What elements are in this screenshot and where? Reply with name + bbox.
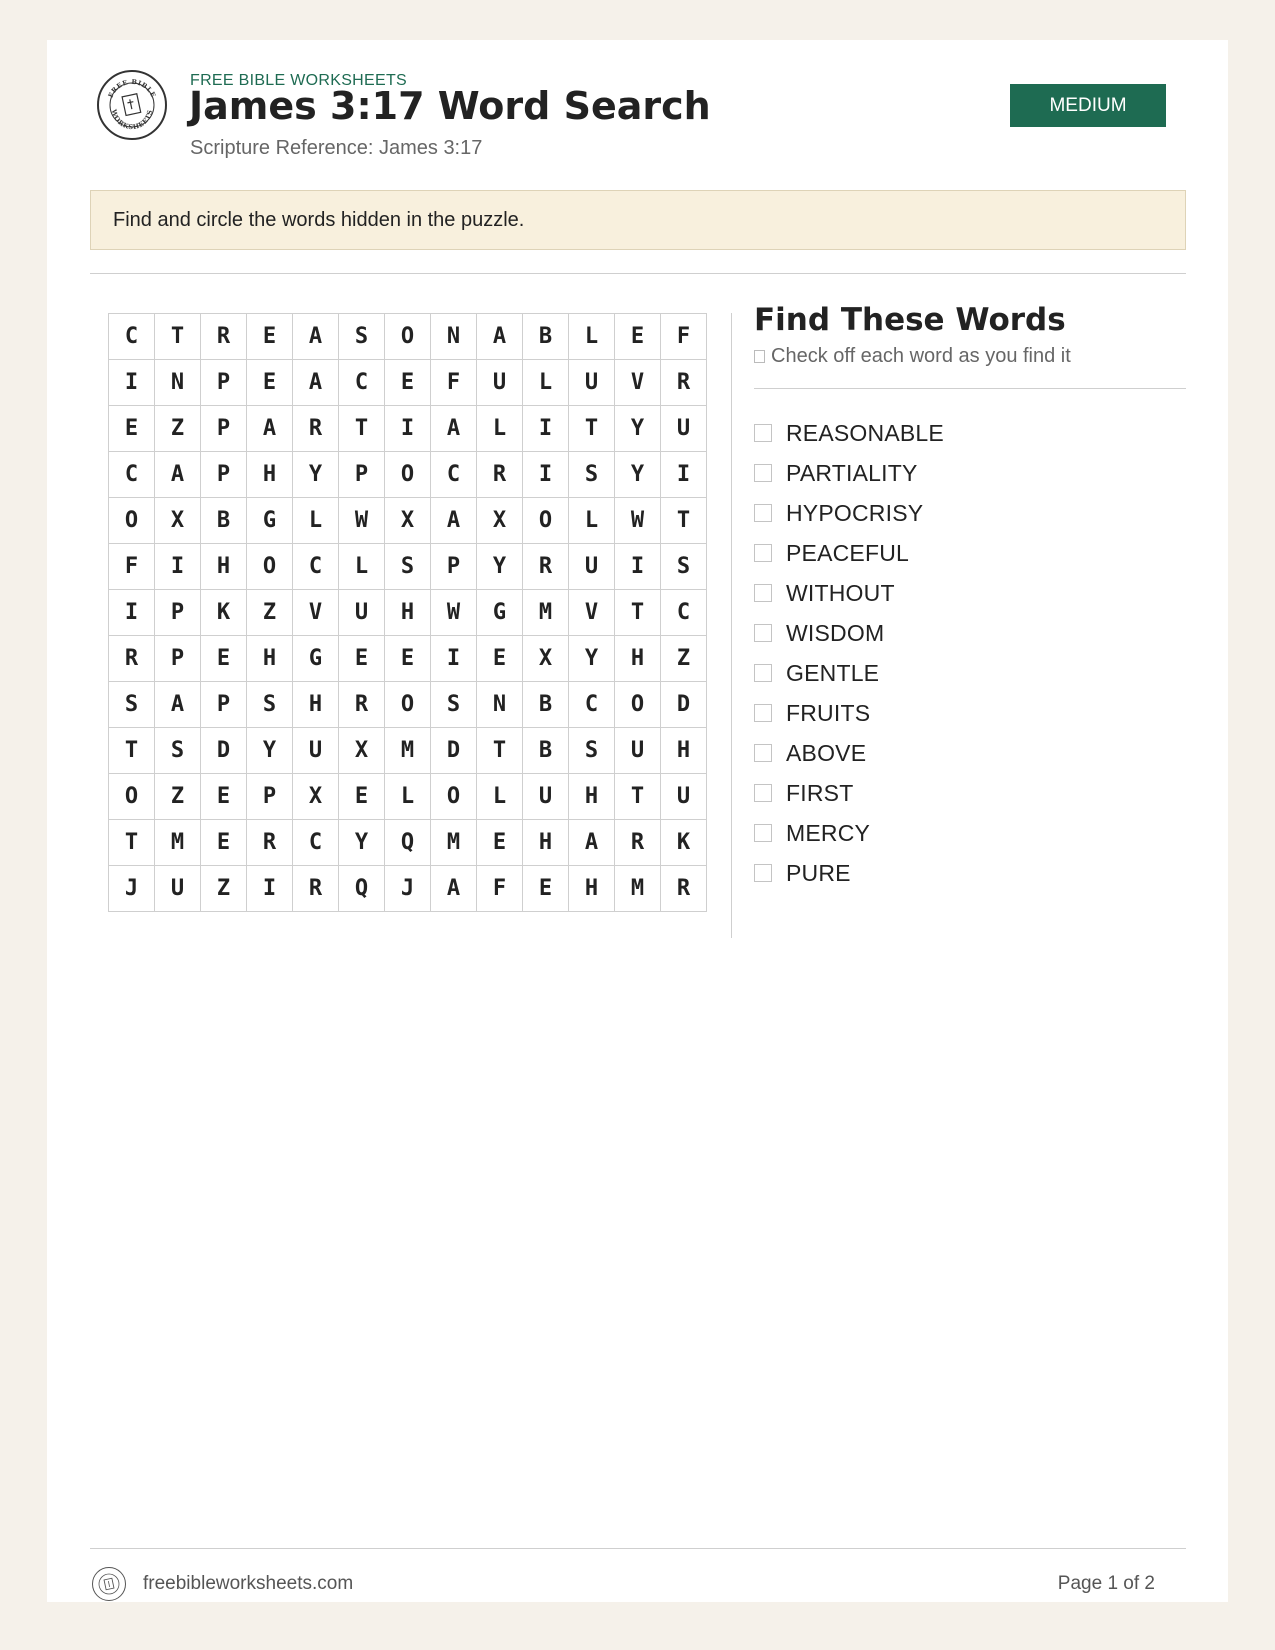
word-list-item — [754, 693, 944, 733]
word-label: GENTLE — [786, 659, 880, 686]
grid-cell[interactable]: U — [155, 866, 201, 912]
grid-cell[interactable]: E — [339, 774, 385, 820]
word-list-hint-text: Check off each word as you find it — [771, 345, 1071, 367]
grid-cell[interactable]: E — [385, 360, 431, 406]
word-label: ABOVE — [786, 739, 867, 766]
word-list-item — [754, 733, 944, 773]
grid-row — [109, 774, 707, 820]
grid-cell[interactable]: I — [385, 406, 431, 452]
grid-cell[interactable]: D — [201, 728, 247, 774]
grid-cell[interactable]: R — [661, 360, 707, 406]
grid-cell[interactable]: E — [477, 820, 523, 866]
grid-cell[interactable]: M — [385, 728, 431, 774]
grid-cell[interactable]: T — [109, 728, 155, 774]
word-checkbox[interactable] — [754, 824, 772, 842]
grid-cell[interactable]: R — [293, 406, 339, 452]
footer-website: freebibleworksheets.com — [143, 1573, 354, 1594]
svg-text:WORKSHEETS: WORKSHEETS — [109, 108, 155, 132]
grid-cell[interactable]: L — [385, 774, 431, 820]
grid-cell[interactable]: E — [339, 636, 385, 682]
grid-row — [109, 544, 707, 590]
grid-cell[interactable]: A — [431, 866, 477, 912]
grid-cell[interactable]: L — [569, 498, 615, 544]
grid-cell[interactable]: B — [523, 728, 569, 774]
grid-cell[interactable]: A — [431, 406, 477, 452]
word-list-item — [754, 853, 944, 893]
grid-cell[interactable]: F — [109, 544, 155, 590]
grid-cell[interactable]: O — [385, 314, 431, 360]
checkbox-icon — [754, 350, 765, 363]
grid-cell[interactable]: J — [109, 866, 155, 912]
footer-divider — [90, 1548, 1186, 1549]
grid-cell[interactable]: X — [477, 498, 523, 544]
grid-cell[interactable]: W — [339, 498, 385, 544]
footer-bible-logo-graphic — [94, 1569, 124, 1599]
grid-cell[interactable]: P — [155, 590, 201, 636]
grid-cell[interactable]: H — [385, 590, 431, 636]
grid-cell[interactable]: A — [155, 452, 201, 498]
grid-cell[interactable]: I — [109, 590, 155, 636]
grid-row — [109, 360, 707, 406]
grid-cell[interactable]: D — [431, 728, 477, 774]
grid-cell[interactable]: E — [477, 636, 523, 682]
grid-cell[interactable]: P — [247, 774, 293, 820]
grid-cell[interactable]: L — [477, 406, 523, 452]
grid-cell[interactable]: O — [385, 452, 431, 498]
grid-cell[interactable]: E — [385, 636, 431, 682]
grid-cell[interactable]: U — [569, 544, 615, 590]
header-divider — [90, 273, 1186, 274]
grid-cell[interactable]: X — [293, 774, 339, 820]
grid-cell[interactable]: N — [431, 314, 477, 360]
grid-cell[interactable]: P — [155, 636, 201, 682]
difficulty-badge: MEDIUM — [1010, 84, 1166, 127]
grid-cell[interactable]: Z — [155, 774, 201, 820]
grid-cell[interactable]: U — [293, 728, 339, 774]
grid-cell[interactable]: T — [477, 728, 523, 774]
grid-cell[interactable]: E — [109, 406, 155, 452]
word-checkbox[interactable] — [754, 624, 772, 642]
grid-cell[interactable]: U — [661, 406, 707, 452]
grid-cell[interactable]: C — [431, 452, 477, 498]
grid-cell[interactable]: M — [615, 866, 661, 912]
grid-cell[interactable]: H — [569, 774, 615, 820]
grid-cell[interactable]: O — [523, 498, 569, 544]
grid-cell[interactable]: E — [247, 314, 293, 360]
grid-cell[interactable]: H — [615, 636, 661, 682]
grid-cell[interactable]: J — [385, 866, 431, 912]
footer-logo-icon — [92, 1567, 126, 1601]
grid-cell[interactable]: R — [339, 682, 385, 728]
word-list-item — [754, 653, 944, 693]
word-list-item — [754, 613, 944, 653]
word-checkbox[interactable] — [754, 424, 772, 442]
grid-cell[interactable]: I — [523, 452, 569, 498]
word-list-item — [754, 413, 944, 453]
grid-row — [109, 728, 707, 774]
grid-cell[interactable]: U — [615, 728, 661, 774]
grid-cell[interactable]: R — [247, 820, 293, 866]
grid-cell[interactable]: R — [523, 544, 569, 590]
grid-cell[interactable]: Y — [247, 728, 293, 774]
word-search-grid[interactable] — [108, 313, 707, 912]
grid-cell[interactable]: A — [155, 682, 201, 728]
grid-cell[interactable]: H — [523, 820, 569, 866]
grid-cell[interactable]: P — [431, 544, 477, 590]
grid-cell[interactable]: T — [661, 498, 707, 544]
grid-cell[interactable]: L — [569, 314, 615, 360]
grid-cell[interactable]: A — [247, 406, 293, 452]
grid-cell[interactable]: P — [201, 406, 247, 452]
grid-cell[interactable]: A — [293, 360, 339, 406]
page-number: Page 1 of 2 — [1057, 1573, 1155, 1594]
word-checkbox[interactable] — [754, 544, 772, 562]
grid-cell[interactable]: I — [247, 866, 293, 912]
grid-cell[interactable]: S — [247, 682, 293, 728]
grid-cell[interactable]: B — [523, 682, 569, 728]
grid-cell[interactable]: C — [293, 820, 339, 866]
grid-cell[interactable]: H — [293, 682, 339, 728]
grid-cell[interactable]: W — [615, 498, 661, 544]
grid-cell[interactable]: E — [201, 820, 247, 866]
grid-cell[interactable]: B — [201, 498, 247, 544]
word-list-item — [754, 813, 944, 853]
grid-cell[interactable]: X — [385, 498, 431, 544]
grid-cell[interactable]: X — [339, 728, 385, 774]
grid-cell[interactable]: R — [477, 452, 523, 498]
grid-cell[interactable]: O — [109, 498, 155, 544]
grid-cell[interactable]: R — [201, 314, 247, 360]
grid-cell[interactable]: T — [155, 314, 201, 360]
grid-cell[interactable]: G — [247, 498, 293, 544]
grid-cell[interactable]: C — [661, 590, 707, 636]
grid-cell[interactable]: E — [201, 774, 247, 820]
word-checkbox[interactable] — [754, 584, 772, 602]
grid-cell[interactable]: X — [523, 636, 569, 682]
word-checkbox[interactable] — [754, 784, 772, 802]
grid-cell[interactable]: H — [661, 728, 707, 774]
grid-cell[interactable]: K — [201, 590, 247, 636]
grid-cell[interactable]: Y — [569, 636, 615, 682]
grid-cell[interactable]: U — [523, 774, 569, 820]
worksheet-page — [47, 40, 1228, 1602]
grid-cell[interactable]: S — [339, 314, 385, 360]
grid-cell[interactable]: Z — [155, 406, 201, 452]
grid-cell[interactable]: M — [431, 820, 477, 866]
grid-cell[interactable]: E — [523, 866, 569, 912]
grid-cell[interactable]: G — [477, 590, 523, 636]
grid-row — [109, 682, 707, 728]
grid-cell[interactable]: A — [569, 820, 615, 866]
word-list-item — [754, 493, 944, 533]
grid-cell[interactable]: Z — [247, 590, 293, 636]
grid-cell[interactable]: O — [247, 544, 293, 590]
grid-cell[interactable]: I — [523, 406, 569, 452]
logo-icon — [97, 70, 167, 140]
grid-cell[interactable]: I — [109, 360, 155, 406]
grid-cell[interactable]: Y — [615, 452, 661, 498]
grid-cell[interactable]: V — [293, 590, 339, 636]
scripture-reference: Scripture Reference: James 3:17 — [190, 137, 483, 159]
grid-cell[interactable]: P — [339, 452, 385, 498]
word-label: MERCY — [786, 819, 871, 846]
grid-cell[interactable]: F — [431, 360, 477, 406]
grid-cell[interactable]: Y — [293, 452, 339, 498]
word-label: PEACEFUL — [786, 539, 910, 566]
grid-row — [109, 452, 707, 498]
grid-cell[interactable]: E — [201, 636, 247, 682]
grid-cell[interactable]: M — [523, 590, 569, 636]
grid-cell[interactable]: L — [339, 544, 385, 590]
grid-cell[interactable]: R — [293, 866, 339, 912]
word-list — [754, 413, 944, 893]
grid-row — [109, 636, 707, 682]
grid-cell[interactable]: S — [385, 544, 431, 590]
grid-cell[interactable]: T — [569, 406, 615, 452]
grid-row — [109, 590, 707, 636]
word-checkbox[interactable] — [754, 704, 772, 722]
grid-cell[interactable]: T — [615, 590, 661, 636]
grid-cell[interactable]: I — [155, 544, 201, 590]
grid-cell[interactable]: N — [155, 360, 201, 406]
grid-cell[interactable]: T — [615, 774, 661, 820]
grid-cell[interactable]: F — [661, 314, 707, 360]
word-checkbox[interactable] — [754, 504, 772, 522]
grid-cell[interactable]: C — [109, 452, 155, 498]
grid-cell[interactable]: U — [477, 360, 523, 406]
instructions-text: Find and circle the words hidden in the puzzle. — [113, 208, 525, 231]
grid-cell[interactable]: N — [477, 682, 523, 728]
grid-cell[interactable]: T — [109, 820, 155, 866]
grid-row — [109, 314, 707, 360]
grid-cell[interactable]: Z — [201, 866, 247, 912]
svg-text:FREE BIBLE: FREE BIBLE — [106, 77, 158, 100]
instructions-box — [90, 190, 1186, 250]
grid-cell[interactable]: S — [569, 728, 615, 774]
grid-cell[interactable]: H — [569, 866, 615, 912]
grid-cell[interactable]: Z — [661, 636, 707, 682]
grid-cell[interactable]: C — [569, 682, 615, 728]
word-checkbox[interactable] — [754, 464, 772, 482]
word-label: REASONABLE — [786, 419, 944, 446]
grid-row — [109, 498, 707, 544]
grid-cell[interactable]: H — [201, 544, 247, 590]
word-label: WITHOUT — [786, 579, 895, 606]
grid-cell[interactable]: L — [477, 774, 523, 820]
bible-logo-graphic — [99, 72, 165, 138]
grid-cell[interactable]: R — [615, 820, 661, 866]
word-label: WISDOM — [786, 619, 885, 646]
grid-cell[interactable]: E — [615, 314, 661, 360]
grid-cell[interactable]: Y — [339, 820, 385, 866]
word-label: PARTIALITY — [786, 459, 918, 486]
grid-cell[interactable]: A — [293, 314, 339, 360]
grid-cell[interactable]: W — [431, 590, 477, 636]
grid-cell[interactable]: O — [615, 682, 661, 728]
grid-cell[interactable]: I — [615, 544, 661, 590]
grid-cell[interactable]: X — [155, 498, 201, 544]
grid-cell[interactable]: S — [569, 452, 615, 498]
grid-cell[interactable]: L — [523, 360, 569, 406]
word-checkbox[interactable] — [754, 864, 772, 882]
word-label: FIRST — [786, 779, 854, 806]
grid-cell[interactable]: Q — [339, 866, 385, 912]
grid-cell[interactable]: S — [661, 544, 707, 590]
grid-cell[interactable]: F — [477, 866, 523, 912]
grid-cell[interactable]: U — [339, 590, 385, 636]
word-checkbox[interactable] — [754, 664, 772, 682]
grid-cell[interactable]: C — [293, 544, 339, 590]
word-list-hint — [754, 345, 1071, 368]
grid-cell[interactable]: O — [109, 774, 155, 820]
grid-cell[interactable]: Q — [385, 820, 431, 866]
grid-cell[interactable]: I — [661, 452, 707, 498]
column-divider — [731, 313, 732, 938]
word-label: HYPOCRISY — [786, 499, 924, 526]
grid-cell[interactable]: A — [477, 314, 523, 360]
grid-cell[interactable]: A — [431, 498, 477, 544]
grid-cell[interactable]: D — [661, 682, 707, 728]
grid-cell[interactable]: H — [247, 452, 293, 498]
grid-cell[interactable]: H — [247, 636, 293, 682]
word-checkbox[interactable] — [754, 744, 772, 762]
grid-cell[interactable]: U — [569, 360, 615, 406]
word-label: FRUITS — [786, 699, 871, 726]
word-list-item — [754, 573, 944, 613]
grid-cell[interactable]: P — [201, 682, 247, 728]
grid-cell[interactable]: I — [431, 636, 477, 682]
grid-cell[interactable]: P — [201, 360, 247, 406]
brand-name: FREE BIBLE WORKSHEETS — [190, 72, 408, 89]
grid-cell[interactable]: O — [385, 682, 431, 728]
grid-row — [109, 866, 707, 912]
grid-cell[interactable]: S — [431, 682, 477, 728]
grid-cell[interactable]: R — [661, 866, 707, 912]
grid-row — [109, 406, 707, 452]
grid-cell[interactable]: G — [293, 636, 339, 682]
grid-cell[interactable]: B — [523, 314, 569, 360]
grid-cell[interactable]: S — [109, 682, 155, 728]
grid-cell[interactable]: P — [201, 452, 247, 498]
grid-cell[interactable]: V — [615, 360, 661, 406]
grid-cell[interactable]: M — [155, 820, 201, 866]
grid-cell[interactable]: R — [109, 636, 155, 682]
page-title: James 3:17 Word Search — [189, 84, 711, 128]
grid-cell[interactable]: V — [569, 590, 615, 636]
grid-cell[interactable]: L — [293, 498, 339, 544]
grid-cell[interactable]: C — [109, 314, 155, 360]
word-list-item — [754, 533, 944, 573]
grid-cell[interactable]: C — [339, 360, 385, 406]
word-label: PURE — [786, 859, 851, 886]
word-list-item — [754, 773, 944, 813]
grid-cell[interactable]: Y — [615, 406, 661, 452]
grid-cell[interactable]: Y — [477, 544, 523, 590]
grid-cell[interactable]: U — [661, 774, 707, 820]
word-list-item — [754, 453, 944, 493]
grid-row — [109, 820, 707, 866]
grid-cell[interactable]: S — [155, 728, 201, 774]
word-list-title: Find These Words — [754, 302, 1066, 338]
grid-cell[interactable]: K — [661, 820, 707, 866]
grid-cell[interactable]: E — [247, 360, 293, 406]
grid-cell[interactable]: T — [339, 406, 385, 452]
grid-cell[interactable]: O — [431, 774, 477, 820]
word-list-divider — [754, 388, 1186, 389]
